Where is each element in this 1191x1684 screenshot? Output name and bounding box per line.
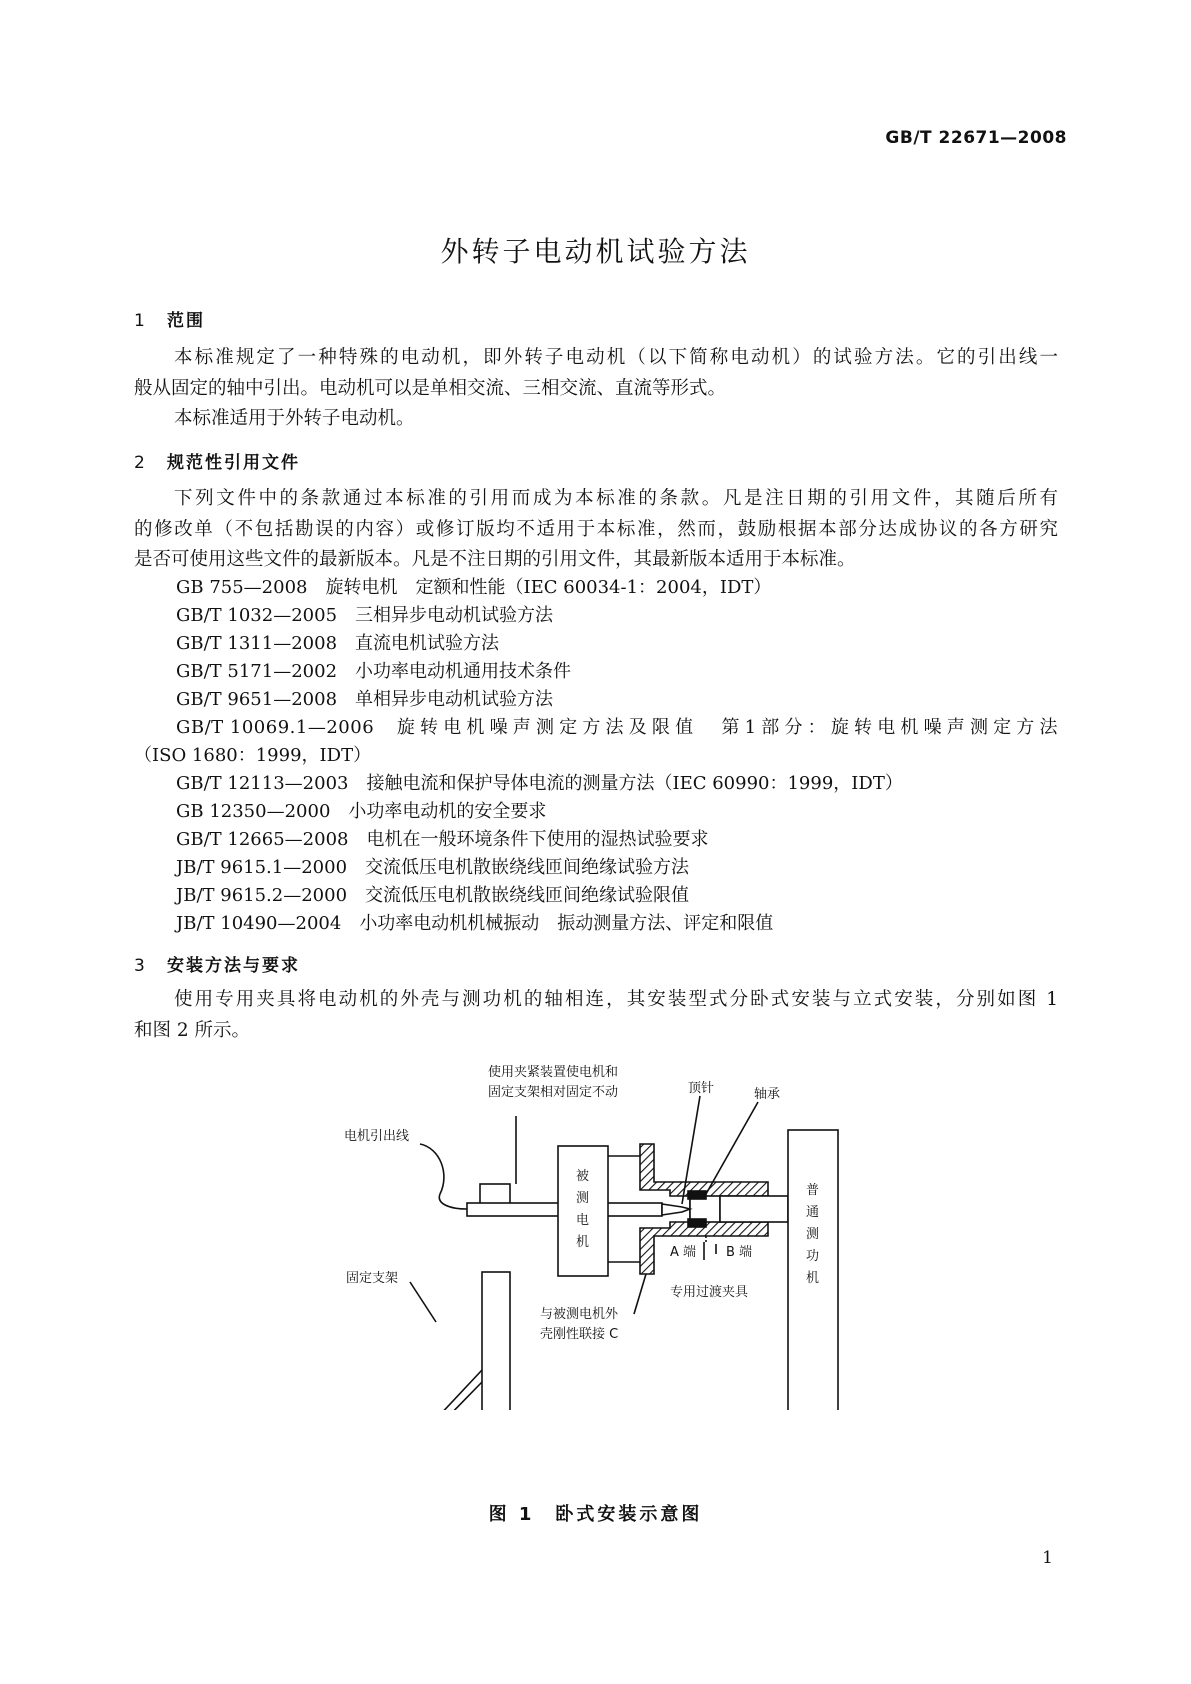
reference-item: [176, 657, 571, 683]
label-dyno-char-5: 机: [806, 1271, 820, 1286]
reference-title: 电机在一般环境条件下使用的湿热试验要求: [366, 829, 709, 850]
section-1-body: [134, 343, 1058, 435]
motor-under-test: [558, 1146, 608, 1276]
reference-item: [176, 881, 689, 907]
reference-item: [176, 769, 903, 795]
section-3-body: [134, 985, 1058, 1046]
paragraph-line: 和图 2 所示。: [134, 1019, 251, 1041]
paragraph-line: 是否可使用这些文件的最新版本。凡是不注日期的引用文件，其最新版本适用于本标准。: [134, 549, 856, 570]
label-motor-char-3: 电: [576, 1213, 590, 1228]
section-2-heading: [134, 448, 300, 473]
paragraph-line: 般从固定的轴中引出。电动机可以是单相交流、三相交流、直流等形式。: [134, 377, 727, 399]
reference-title: 小功率电动机通用技术条件: [355, 661, 572, 682]
label-dyno-char-2: 通: [806, 1205, 820, 1220]
section-number: 1: [134, 311, 147, 331]
reference-code: GB/T 12113—2003: [176, 773, 349, 794]
reference-code: GB/T 1311—2008: [176, 633, 338, 654]
label-fixed-bracket: 固定支架: [346, 1271, 399, 1286]
reference-code: JB/T 9615.2—2000: [176, 885, 348, 906]
reference-title: 接触电流和保护导体电流的测量方法（IEC 60990：1999，IDT）: [366, 773, 903, 794]
reference-title: 旋转电机噪声测定方法及限值 第1部分：旋转电机噪声测定方法: [392, 717, 1058, 738]
label-end-a: A 端: [670, 1245, 697, 1260]
dynamometer: [788, 1130, 838, 1410]
reference-code: GB/T 12665—2008: [176, 829, 349, 850]
label-clamp-line1: 使用夹紧装置使电机和: [488, 1065, 619, 1080]
label-rigid-line1: 与被测电机外: [540, 1307, 619, 1322]
reference-title: 直流电机试验方法: [355, 633, 500, 654]
reference-title: 单相异步电动机试验方法: [355, 689, 554, 710]
reference-code: GB 755—2008: [176, 577, 308, 598]
reference-item: [176, 685, 553, 711]
reference-code: GB/T 1032—2005: [176, 605, 338, 626]
standard-number: GB/T 22671—2008: [885, 128, 1067, 148]
fixed-bracket-post: [482, 1272, 510, 1410]
label-motor-char-1: 被: [576, 1169, 590, 1184]
document-title: 外转子电动机试验方法: [440, 235, 751, 268]
label-rigid-line2: 壳刚性联接 C: [540, 1327, 619, 1342]
reference-code: JB/T 9615.1—2000: [176, 857, 348, 878]
reference-code: GB 12350—2000: [176, 801, 331, 822]
reference-title: 交流低压电机散嵌绕线匝间绝缘试验方法: [365, 857, 690, 878]
section-number: 3: [134, 956, 147, 976]
figure-1-horizontal-mounting-diagram: [330, 1058, 900, 1410]
reference-title: 三相异步电动机试验方法: [355, 605, 554, 626]
section-title: 范围: [167, 311, 205, 331]
reference-item: [176, 797, 546, 823]
label-dyno-char-1: 普: [806, 1183, 820, 1198]
reference-item: [176, 573, 771, 599]
label-thimble: 顶针: [688, 1081, 715, 1096]
reference-item: [176, 713, 1058, 739]
label-motor-char-4: 机: [576, 1235, 590, 1250]
section-number: 2: [134, 453, 147, 473]
label-end-b: B 端: [726, 1245, 753, 1260]
reference-code: GB/T 10069.1—2006: [176, 717, 375, 738]
reference-title: 小功率电动机的安全要求: [348, 801, 547, 822]
dynamometer-shaft: [720, 1196, 788, 1222]
figure-1-caption: 图 1 卧式安装示意图: [488, 1504, 703, 1525]
reference-item: [176, 629, 499, 655]
reference-code: JB/T 10490—2004: [176, 913, 342, 934]
paragraph-line: 下列文件中的条款通过本标准的引用而成为本标准的条款。凡是注日期的引用文件，其随后所有: [174, 488, 1058, 509]
label-bearing: 轴承: [754, 1087, 781, 1102]
reference-item: [176, 601, 553, 627]
thimble: [662, 1204, 690, 1215]
bearing: [688, 1191, 706, 1199]
paragraph-line: 的修改单（不包括勘误的内容）或修订版均不适用于本标准，然而，鼓励根据本部分达成协议的各方研究: [134, 518, 1058, 540]
paragraph-line: 本标准规定了一种特殊的电动机，即外转子电动机（以下简称电动机）的试验方法。它的引出线一: [174, 347, 1058, 368]
reference-code: GB/T 5171—2002: [176, 661, 338, 682]
label-clamp-line2: 固定支架相对固定不动: [488, 1085, 619, 1100]
page-number: 1: [1042, 1548, 1053, 1568]
reference-continuation: （ISO 1680：1999，IDT）: [134, 745, 372, 766]
section-title: 规范性引用文件: [167, 453, 300, 473]
reference-code: GB/T 9651—2008: [176, 689, 338, 710]
label-special-fixture: 专用过渡夹具: [670, 1285, 749, 1300]
label-dyno-char-3: 测: [806, 1227, 820, 1242]
section-title: 安装方法与要求: [167, 956, 300, 976]
section-1-heading: [134, 306, 205, 331]
reference-item: [176, 853, 689, 879]
paragraph-line: 使用专用夹具将电动机的外壳与测功机的轴相连，其安装型式分卧式安装与立式安装，分别如图 1: [174, 989, 1058, 1010]
label-lead-wire: 电机引出线: [344, 1129, 410, 1144]
section-2-intro: [134, 484, 1058, 576]
section-3-heading: [134, 951, 300, 976]
reference-title: 小功率电动机机械振动 振动测量方法、评定和限值: [359, 913, 774, 934]
diagonal-brace: [392, 1370, 482, 1410]
reference-title: 旋转电机 定额和性能（IEC 60034-1：2004，IDT）: [325, 577, 772, 598]
reference-item: [176, 825, 708, 851]
label-dyno-char-4: 功: [806, 1249, 820, 1264]
label-motor-char-2: 测: [576, 1191, 590, 1206]
reference-title: 交流低压电机散嵌绕线匝间绝缘试验限值: [365, 885, 690, 906]
reference-item: [176, 909, 773, 935]
paragraph-line: 本标准适用于外转子电动机。: [174, 408, 415, 429]
